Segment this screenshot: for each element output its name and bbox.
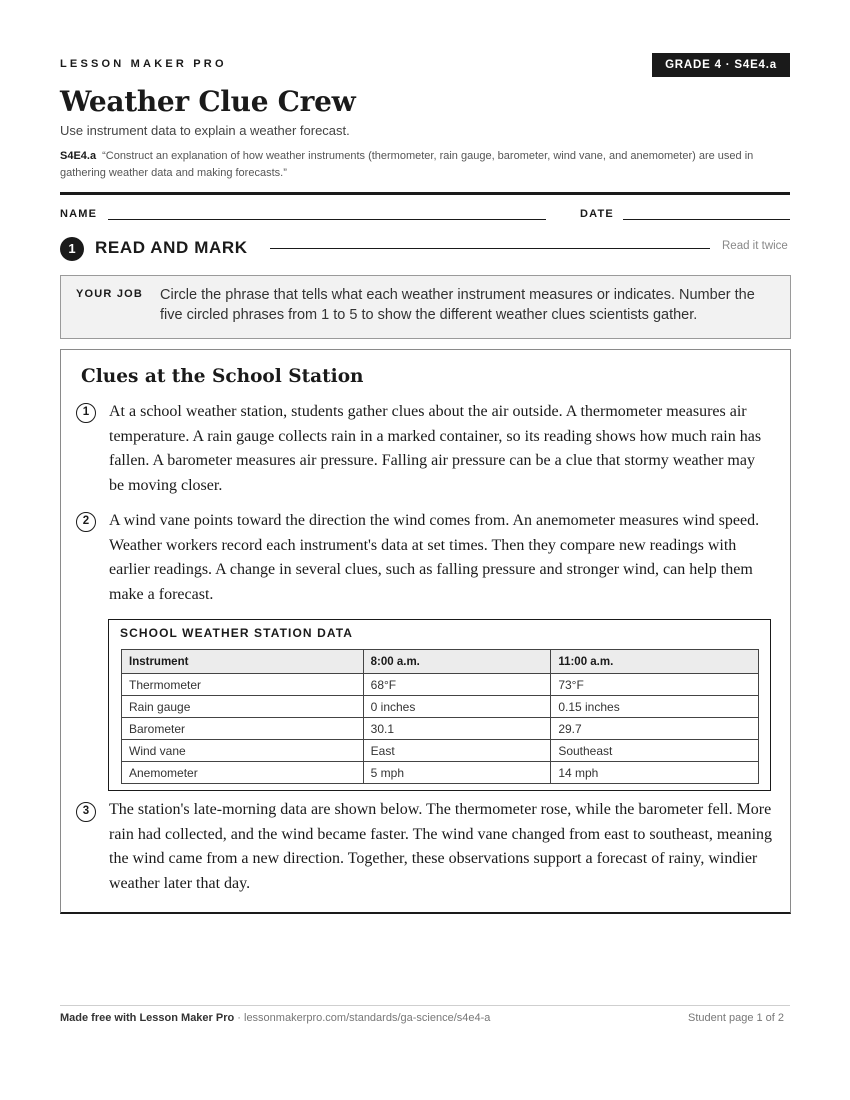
table-cell: 29.7: [551, 718, 759, 740]
section-title: READ AND MARK: [95, 238, 248, 257]
header-divider: [60, 192, 790, 195]
table-cell: 68°F: [363, 674, 551, 696]
grade-badge: GRADE 4 · S4E4.a: [652, 53, 790, 77]
passage-title: Clues at the School Station: [81, 366, 364, 387]
column-header: 8:00 a.m.: [363, 650, 551, 674]
table-cell: Rain gauge: [122, 696, 364, 718]
table-cell: 0.15 inches: [551, 696, 759, 718]
footer-divider: [60, 1005, 790, 1006]
footer-page-indicator: Student page 1 of 2: [688, 1012, 785, 1024]
table-cell: 73°F: [551, 674, 759, 696]
weather-data-box: [108, 619, 771, 791]
brand-name: LESSON MAKER PRO: [60, 58, 227, 70]
name-label: NAME: [60, 208, 98, 220]
job-text: Circle the phrase that tells what each weather instrument measures or indicates. Number the five circled phrases from 1 to 5 to show the different weather clues scientists gather.: [160, 287, 755, 323]
table-cell: Wind vane: [122, 740, 364, 762]
table-row: [122, 740, 759, 762]
table-cell: East: [363, 740, 551, 762]
table-row: [122, 718, 759, 740]
section-divider: [270, 248, 710, 249]
table-cell: 5 mph: [363, 762, 551, 784]
section-note: Read it twice: [722, 240, 788, 252]
standard-text: “Construct an explanation of how weather instruments (thermometer, rain gauge, barometer, wind vane, and anemometer) are used in gathering weather data and making forecasts.”: [60, 150, 754, 179]
date-field[interactable]: [623, 219, 790, 220]
table-row: [122, 696, 759, 718]
section-number-badge: 1: [60, 237, 84, 261]
column-header: Instrument: [122, 650, 364, 674]
paragraph-3[interactable]: The station's late-morning data are shown below. The thermometer rose, while the barometer fell. More rain had collected, and the wind became faster. The wind vane changed from east to southeast, meaning the wind came from a new direction. Together, these observations support a forecast of rainy, windier weather later that day.: [109, 801, 773, 892]
data-table-title: SCHOOL WEATHER STATION DATA: [120, 626, 354, 640]
paragraph-2[interactable]: A wind vane points toward the direction the wind comes from. An anemometer measures wind speed. Weather workers record each instrument's data at set times. Then they compare new readings with earlier readings. A change in several clues, such as falling pressure and stronger wind, can help them make a forecast.: [109, 512, 760, 603]
table-cell: 14 mph: [551, 762, 759, 784]
table-cell: 30.1: [363, 718, 551, 740]
footer-made-with: Made free with Lesson Maker Pro: [60, 1012, 235, 1024]
table-cell: Barometer: [122, 718, 364, 740]
table-row: [122, 762, 759, 784]
table-cell: Anemometer: [122, 762, 364, 784]
footer-url[interactable]: · lessonmakerpro.com/standards/ga-science/s4e4-a: [234, 1012, 491, 1024]
table-cell: Southeast: [551, 740, 759, 762]
date-label: DATE: [580, 208, 614, 220]
standard-statement: [60, 148, 795, 182]
table-row: [122, 674, 759, 696]
paragraph-1[interactable]: At a school weather station, students gather clues about the air outside. A thermometer measures air temperature. A rain gauge collects rain in a marked container, so its reading shows how much rain has fallen. A barometer measures air pressure. Falling air pressure can be a clue that stormy weather may be moving closer.: [109, 403, 762, 494]
column-header: 11:00 a.m.: [551, 650, 759, 674]
table-cell: Thermometer: [122, 674, 364, 696]
table-cell: 0 inches: [363, 696, 551, 718]
reading-passage: [60, 349, 791, 914]
paragraph-number-1: 1: [76, 403, 96, 423]
job-instructions-box: [60, 275, 791, 339]
footer-credit: [60, 1012, 490, 1024]
table-header-row: [122, 650, 759, 674]
job-label: YOUR JOB: [76, 288, 144, 300]
name-field[interactable]: [108, 219, 546, 220]
worksheet-title: Weather Clue Crew: [60, 85, 356, 118]
paragraph-number-2: 2: [76, 512, 96, 532]
paragraph-number-3: 3: [76, 802, 96, 822]
worksheet-subtitle: Use instrument data to explain a weather forecast.: [60, 123, 350, 138]
standard-code: S4E4.a: [60, 150, 97, 162]
weather-data-table: [121, 649, 759, 784]
